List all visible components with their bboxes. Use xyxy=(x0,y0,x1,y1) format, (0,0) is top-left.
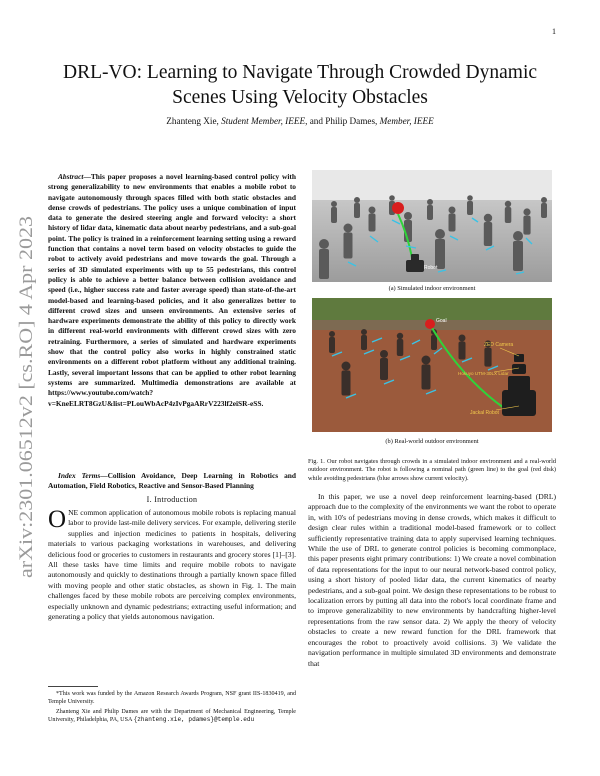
index-terms-text: —Collision Avoidance, Deep Learning in Robotics and Automation, Field Robotics, Reactive and Sensor-Based Planning xyxy=(48,471,296,491)
pedestrian xyxy=(397,333,404,356)
pedestrian xyxy=(331,201,337,223)
pedestrian xyxy=(427,199,433,220)
right-column-paragraph: In this paper, we use a novel deep reinforcement learning-based (DRL) approach due to the complexity of the environments we want the robot to operate in, with 10's of pedestrians moving in dense crowds, which makes it difficult to design clear rules within a traditional model-based framework or to collect sufficiently representative training data to apply supervised learning techniques. While the use of DRL to generate control policies is becoming commonplace, this paper presents eight primary contributions: 1) We create a novel combination of data representations for the input to our neural network-based control policy, using a short history of pooled lidar data, the current kinematics of nearby pedestrians, and a sub-goal point. We design these representations to be robust to localization errors by putting all data into the robot's local coordinate frame and to improve generalizability to new environments by handcrafting higher-level representations from the raw sensor data. 2) We apply the theory of velocity obstacles to create a new reward function for the DRL framework that encourages the robot to proactively avoid collisions. 3) We validate the navigation performance in multiple simulated 3D environments and demonstrate that xyxy=(308,492,556,668)
pedestrian xyxy=(361,329,367,350)
pedestrian xyxy=(449,207,456,232)
goal-marker xyxy=(425,319,435,329)
pedestrian xyxy=(342,362,351,396)
abstract-text: —This paper proposes a novel learning-based control policy with strong generalizability to new environments that enables a mobile robot to navigate autonomously through spaces filled with both static obstacles and dense crowds of pedestrians. The policy uses a unique combination of input data to generate the desired steering angle and forward velocity: a short history of lidar data, kinematic data about nearby pedestrians, and a sub-goal point. The policy is trained in a reinforcement learning setting using a reward function that contains a novel term based on velocity obstacles to guide the robot to actively avoid pedestrians and move towards the goal. Through a series of 3D simulated experiments with up to 55 pedestrians, this control policy is able to achieve a better balance between collision avoidance and speed (i.e., higher success rate and faster average speed) than state-of-the-art model-based and learning-based policies, and it also generalizes better to different crowd sizes and unseen environments. An extensive series of hardware experiments demonstrate the ability of this policy to directly work in different real-world environments with different crowd sizes with zero retraining. Furthermore, a series of simulated and hardware experiments show that the control policy also works in highly constrained static environments on a different robot platform without any additional training. Lastly, several important lessons that can be applied to other robot learning systems are summarized. Multimedia demonstrations are available at https://www.youtube.com/watch?v=KneELRT8GzU&list=PLouWbAcP4zIvPgaARrV223lf2eiSR-eSS. xyxy=(48,172,296,408)
arxiv-stamp xyxy=(2,210,44,580)
subcaption-a: (a) Simulated indoor environment xyxy=(388,285,476,292)
footnote-affiliation xyxy=(48,708,296,724)
zed-camera-label: ZED Camera xyxy=(484,342,514,348)
pedestrian xyxy=(435,229,445,269)
author-2-name: Philip Dames xyxy=(325,116,376,126)
pedestrian xyxy=(459,335,466,360)
paper-title: DRL-VO: Learning to Navigate Through Crowded Dynamic Scenes Using Velocity Obstacles xyxy=(62,62,538,108)
back-wall xyxy=(312,170,552,200)
pedestrian xyxy=(369,207,376,232)
lidar-label: Hokuyo UTM-30LX Lidar xyxy=(458,371,509,376)
pedestrian xyxy=(484,214,492,246)
pedestrian xyxy=(467,195,473,215)
subcaption-b: (b) Real-world outdoor environment xyxy=(385,438,479,445)
pedestrian xyxy=(422,356,431,390)
dropcap-letter: O xyxy=(48,506,67,533)
pedestrian xyxy=(344,224,353,259)
author-conjunction: , and xyxy=(305,116,326,126)
footnote-affiliation-text: Zhanteng Xie and Philip Dames are with the Department of Mechanical Engineering, Temple University, Philadelphia, PA, USA xyxy=(48,709,296,724)
index-terms-lead: Index Terms xyxy=(58,471,101,480)
figure-caption: Fig. 1. Our robot navigates through crowds in a simulated indoor environment and a real-world outdoor environment. The robot is following a nominal path (green line) to the goal (red disk) while avoiding pedestrians (blue arrows show current velocity). xyxy=(308,458,556,482)
jackal-label: Jackal Robot xyxy=(470,410,499,416)
pedestrian xyxy=(541,197,547,218)
pedestrian xyxy=(513,231,523,271)
pedestrian xyxy=(505,201,512,223)
index-terms xyxy=(48,471,296,492)
pedestrian xyxy=(380,350,388,380)
author-1-role: Student Member, IEEE xyxy=(221,116,306,126)
robot-label: Robot xyxy=(424,265,438,271)
abstract xyxy=(48,172,296,409)
footnote-rule xyxy=(48,686,98,687)
figure-real-world-outdoor xyxy=(312,298,552,432)
goal-marker xyxy=(392,202,404,214)
abstract-lead: Abstract xyxy=(58,172,84,181)
figure-simulated-indoor xyxy=(312,170,552,282)
arxiv-stamp-text: arXiv:2301.06512v2 [cs.RO] 4 Apr 2023 xyxy=(17,273,37,578)
author-1-name: Zhanteng Xie xyxy=(166,116,217,126)
pedestrian xyxy=(523,208,530,234)
author-2-role: Member, IEEE xyxy=(379,116,434,126)
goal-label: Goal xyxy=(436,318,447,324)
author-line: Zhanteng Xie, Student Member, IEEE, and Philip Dames, Member, IEEE xyxy=(166,116,434,126)
footnote-funding: *This work was funded by the Amazon Research Awards Program, NSF grant IIS-1830419, and Temple University. xyxy=(48,691,296,706)
pedestrian xyxy=(319,239,329,279)
page-number: 1 xyxy=(552,27,556,36)
pedestrian xyxy=(354,197,360,218)
footnote-email: {zhanteng.xie, pdames}@temple.edu xyxy=(133,716,255,724)
introduction-paragraph xyxy=(48,508,296,622)
pedestrian xyxy=(329,331,335,353)
section-heading-introduction: I. Introduction xyxy=(146,495,198,504)
introduction-text: NE common application of autonomous mobile robots is replacing manual labor to provide last-mile delivery services. For example, delivering sterile supplies and injection medicines to patients in hospitals, delivering materials to various packaging workstations in warehouses, and delivering delicious food or groceries to customers in restaurants and grocery stores [1]–[3]. All these tasks have time limits and require mobile robots to navigate autonomously and quickly to destinations through a partially known space filled with moving people and other static obstacles, as shown in Fig. 1. The main challenges faced by these mobile robots are perceiving complex environments, especially unknown and dynamic pedestrians; extracting useful information; and generating a policy that yields autonomous navigation. xyxy=(48,508,296,622)
